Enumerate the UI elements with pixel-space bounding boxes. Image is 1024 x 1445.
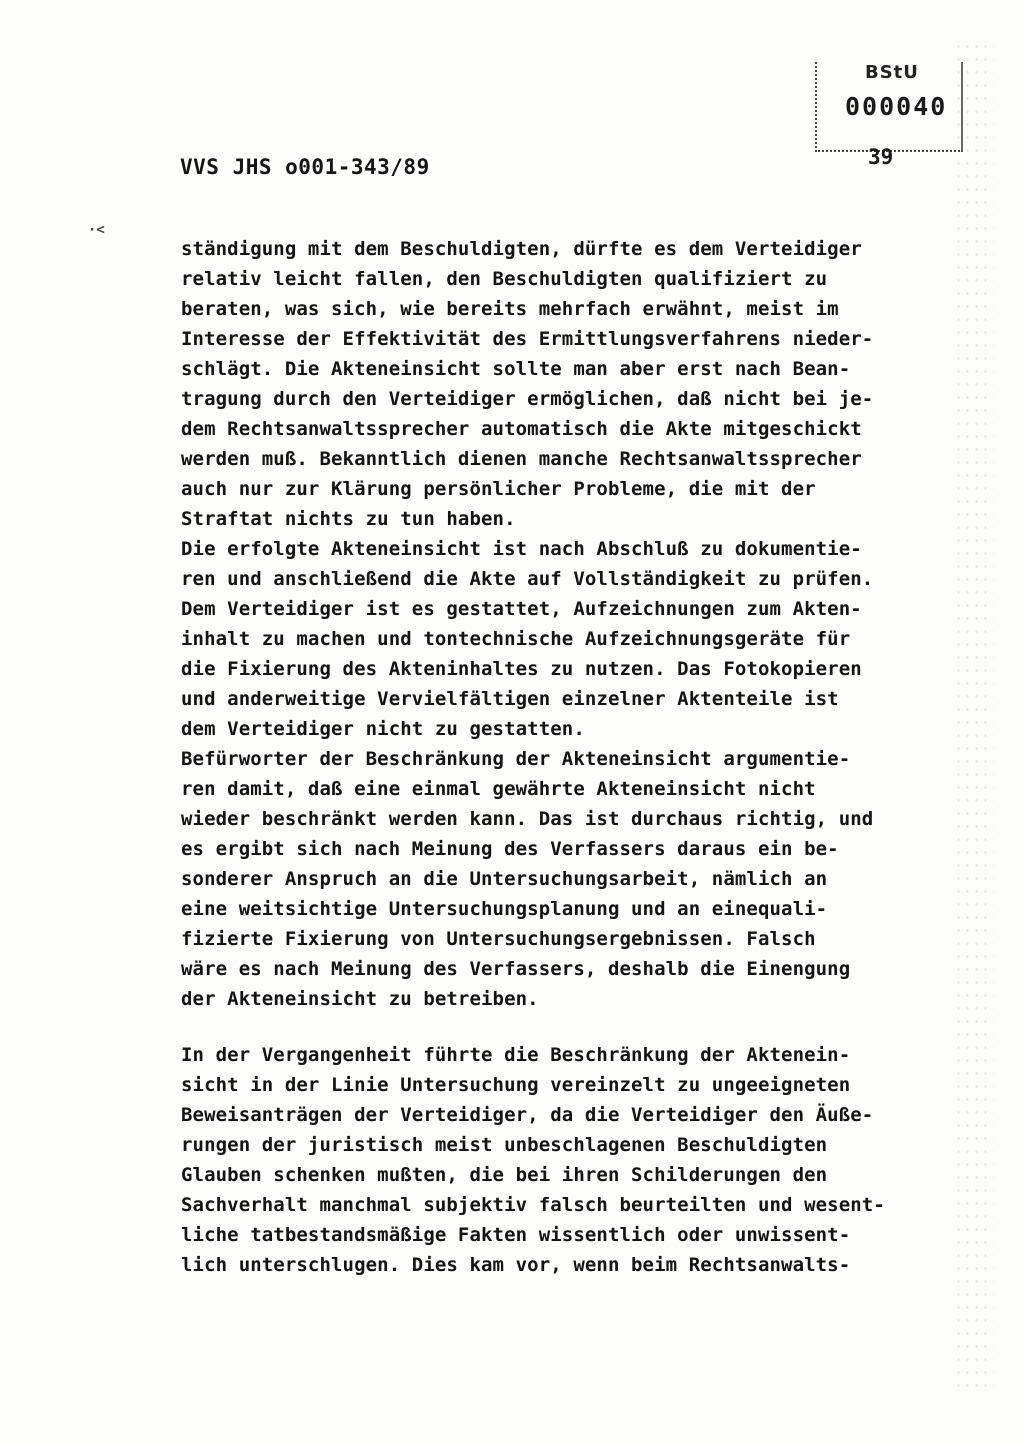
text-line: fizierte Fixierung von Untersuchungsergebnissen. Falsch [181,928,816,950]
text-line: ren und anschließend die Akte auf Vollständigkeit zu prüfen. [181,568,874,590]
text-line: Glauben schenken mußten, die bei ihren Schilderungen den [181,1164,828,1186]
text-line: tragung durch den Verteidiger ermöglichen, daß nicht bei je- [181,388,874,410]
paragraph-1 [181,234,951,1014]
text-line: Befürworter der Beschränkung der Akteneinsicht argumentie- [181,748,851,770]
text-line: rungen der juristisch meist unbeschlagenen Beschuldigten [181,1134,828,1156]
text-line: relativ leicht fallen, den Beschuldigten qualifiziert zu [181,268,828,290]
text-line: lich unterschlugen. Dies kam vor, wenn beim Rechtsanwalts- [181,1254,851,1276]
text-line: der Akteneinsicht zu betreiben. [181,988,539,1010]
text-line: dem Verteidiger nicht zu gestatten. [181,718,585,740]
text-line: Dem Verteidiger ist es gestattet, Aufzeichnungen zum Akten- [181,598,862,620]
text-line: die Fixierung des Akteninhaltes zu nutzen. Das Fotokopieren [181,658,862,680]
text-line: werden muß. Bekanntlich dienen manche Rechtsanwaltssprecher [181,448,862,470]
text-line: sicht in der Linie Untersuchung vereinzelt zu ungeeigneten [181,1074,851,1096]
text-line: Die erfolgte Akteneinsicht ist nach Abschluß zu dokumentie- [181,538,862,560]
text-line: auch nur zur Klärung persönlicher Probleme, die mit der [181,478,816,500]
text-line: schlägt. Die Akteneinsicht sollte man aber erst nach Bean- [181,358,851,380]
document-reference: VVS JHS o001-343/89 [180,155,430,179]
text-line: wieder beschränkt werden kann. Das ist durchaus richtig, und [181,808,874,830]
text-line: In der Vergangenheit führte die Beschränkung der Aktenein- [181,1044,851,1066]
text-line: inhalt zu machen und tontechnische Aufzeichnungsgeräte für [181,628,851,650]
text-line: sonderer Anspruch an die Untersuchungsarbeit, nämlich an [181,868,828,890]
text-line: wäre es nach Meinung des Verfassers, deshalb die Einengung [181,958,851,980]
paragraph-2 [181,1040,951,1280]
text-line: es ergibt sich nach Meinung des Verfassers daraus ein be- [181,838,839,860]
archive-stamp-org: BStU [865,62,919,83]
page-number: 39 [868,145,894,169]
text-line: dem Rechtsanwaltssprecher automatisch die Akte mitgeschickt [181,418,862,440]
text-line: eine weitsichtige Untersuchungsplanung und an einequali- [181,898,828,920]
scan-noise [954,40,994,1390]
text-line: Interesse der Effektivität des Ermittlungsverfahrens nieder- [181,328,874,350]
text-line: und anderweitige Vervielfältigen einzelner Aktenteile ist [181,688,839,710]
text-line: Beweisanträgen der Verteidiger, da die Verteidiger den Äuße- [181,1104,874,1126]
text-line: Straftat nichts zu tun haben. [181,508,516,530]
text-line: Sachverhalt manchmal subjektiv falsch beurteilten und wesent- [181,1194,885,1216]
text-line: ren damit, daß eine einmal gewährte Akteneinsicht nicht [181,778,816,800]
archive-stamp-number: 000040 [845,92,948,121]
text-line: ständigung mit dem Beschuldigten, dürfte es dem Verteidiger [181,238,862,260]
margin-mark: ·< [88,222,105,238]
text-line: liche tatbestandsmäßige Fakten wissentlich oder unwissent- [181,1224,851,1246]
text-line: beraten, was sich, wie bereits mehrfach erwähnt, meist im [181,298,839,320]
